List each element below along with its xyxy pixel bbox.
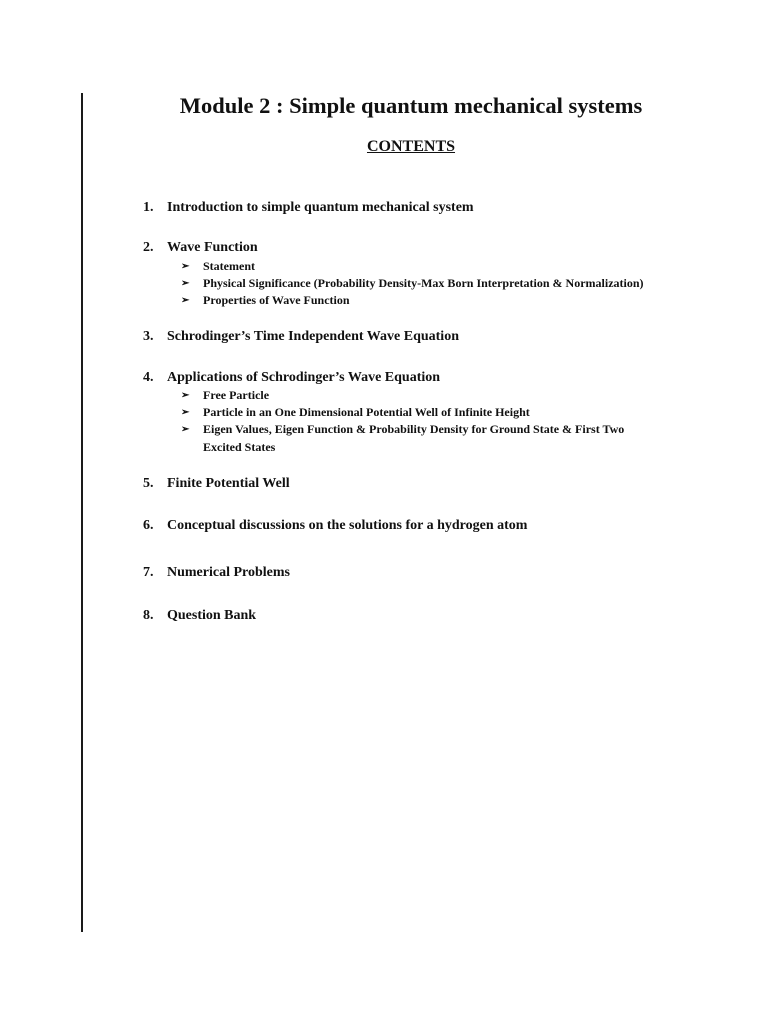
item-label: Question Bank [167, 608, 257, 623]
contents-item-6 [143, 517, 527, 535]
contents-item-2 [143, 239, 258, 257]
arrow-bullet-icon: ➢ [181, 261, 190, 272]
arrow-bullet-icon: ➢ [181, 278, 190, 289]
arrow-bullet-icon: ➢ [181, 295, 190, 306]
contents-item-8 [143, 607, 256, 625]
arrow-bullet-icon: ➢ [181, 390, 190, 401]
item-label: Applications of Schrodinger’s Wave Equation [167, 370, 441, 385]
subitem-label: Physical Significance (Probability Density-Max Born Interpretation & Normalization) [203, 276, 644, 290]
subitem-label: Properties of Wave Function [203, 293, 350, 307]
contents-item-3 [143, 328, 459, 346]
subitem-label: Eigen Values, Eigen Function & Probability Density for Ground State & First Two [203, 422, 625, 436]
item-label: Conceptual discussions on the solutions for a hydrogen atom [167, 518, 528, 533]
item-number: 5. [143, 476, 154, 491]
contents-item-1 [143, 199, 474, 217]
subitem-label: Particle in an One Dimensional Potential Well of Infinite Height [203, 405, 530, 419]
item-label: Wave Function [167, 240, 258, 255]
document-title: Module 2 : Simple quantum mechanical systems [179, 93, 643, 118]
contents-heading: CONTENTS [366, 138, 456, 155]
subitem-label: Statement [203, 259, 255, 273]
contents-item-5 [143, 475, 290, 493]
subitem-label: Excited States [203, 440, 276, 454]
item-label: Schrodinger’s Time Independent Wave Equation [167, 329, 459, 344]
item-label: Numerical Problems [167, 565, 290, 580]
item-number: 7. [143, 565, 154, 580]
item-number: 4. [143, 370, 154, 385]
left-margin-rule [81, 93, 83, 932]
item-number: 1. [143, 200, 154, 215]
contents-item-4 [143, 369, 440, 387]
item-number: 8. [143, 608, 154, 623]
item-number: 2. [143, 240, 154, 255]
item-label: Finite Potential Well [167, 476, 290, 491]
item-label: Introduction to simple quantum mechanical system [167, 200, 474, 215]
arrow-bullet-icon: ➢ [181, 407, 190, 418]
item-number: 3. [143, 329, 154, 344]
subitem-label: Free Particle [203, 388, 270, 402]
item-number: 6. [143, 518, 154, 533]
contents-item-7 [143, 564, 290, 582]
arrow-bullet-icon: ➢ [181, 424, 190, 435]
